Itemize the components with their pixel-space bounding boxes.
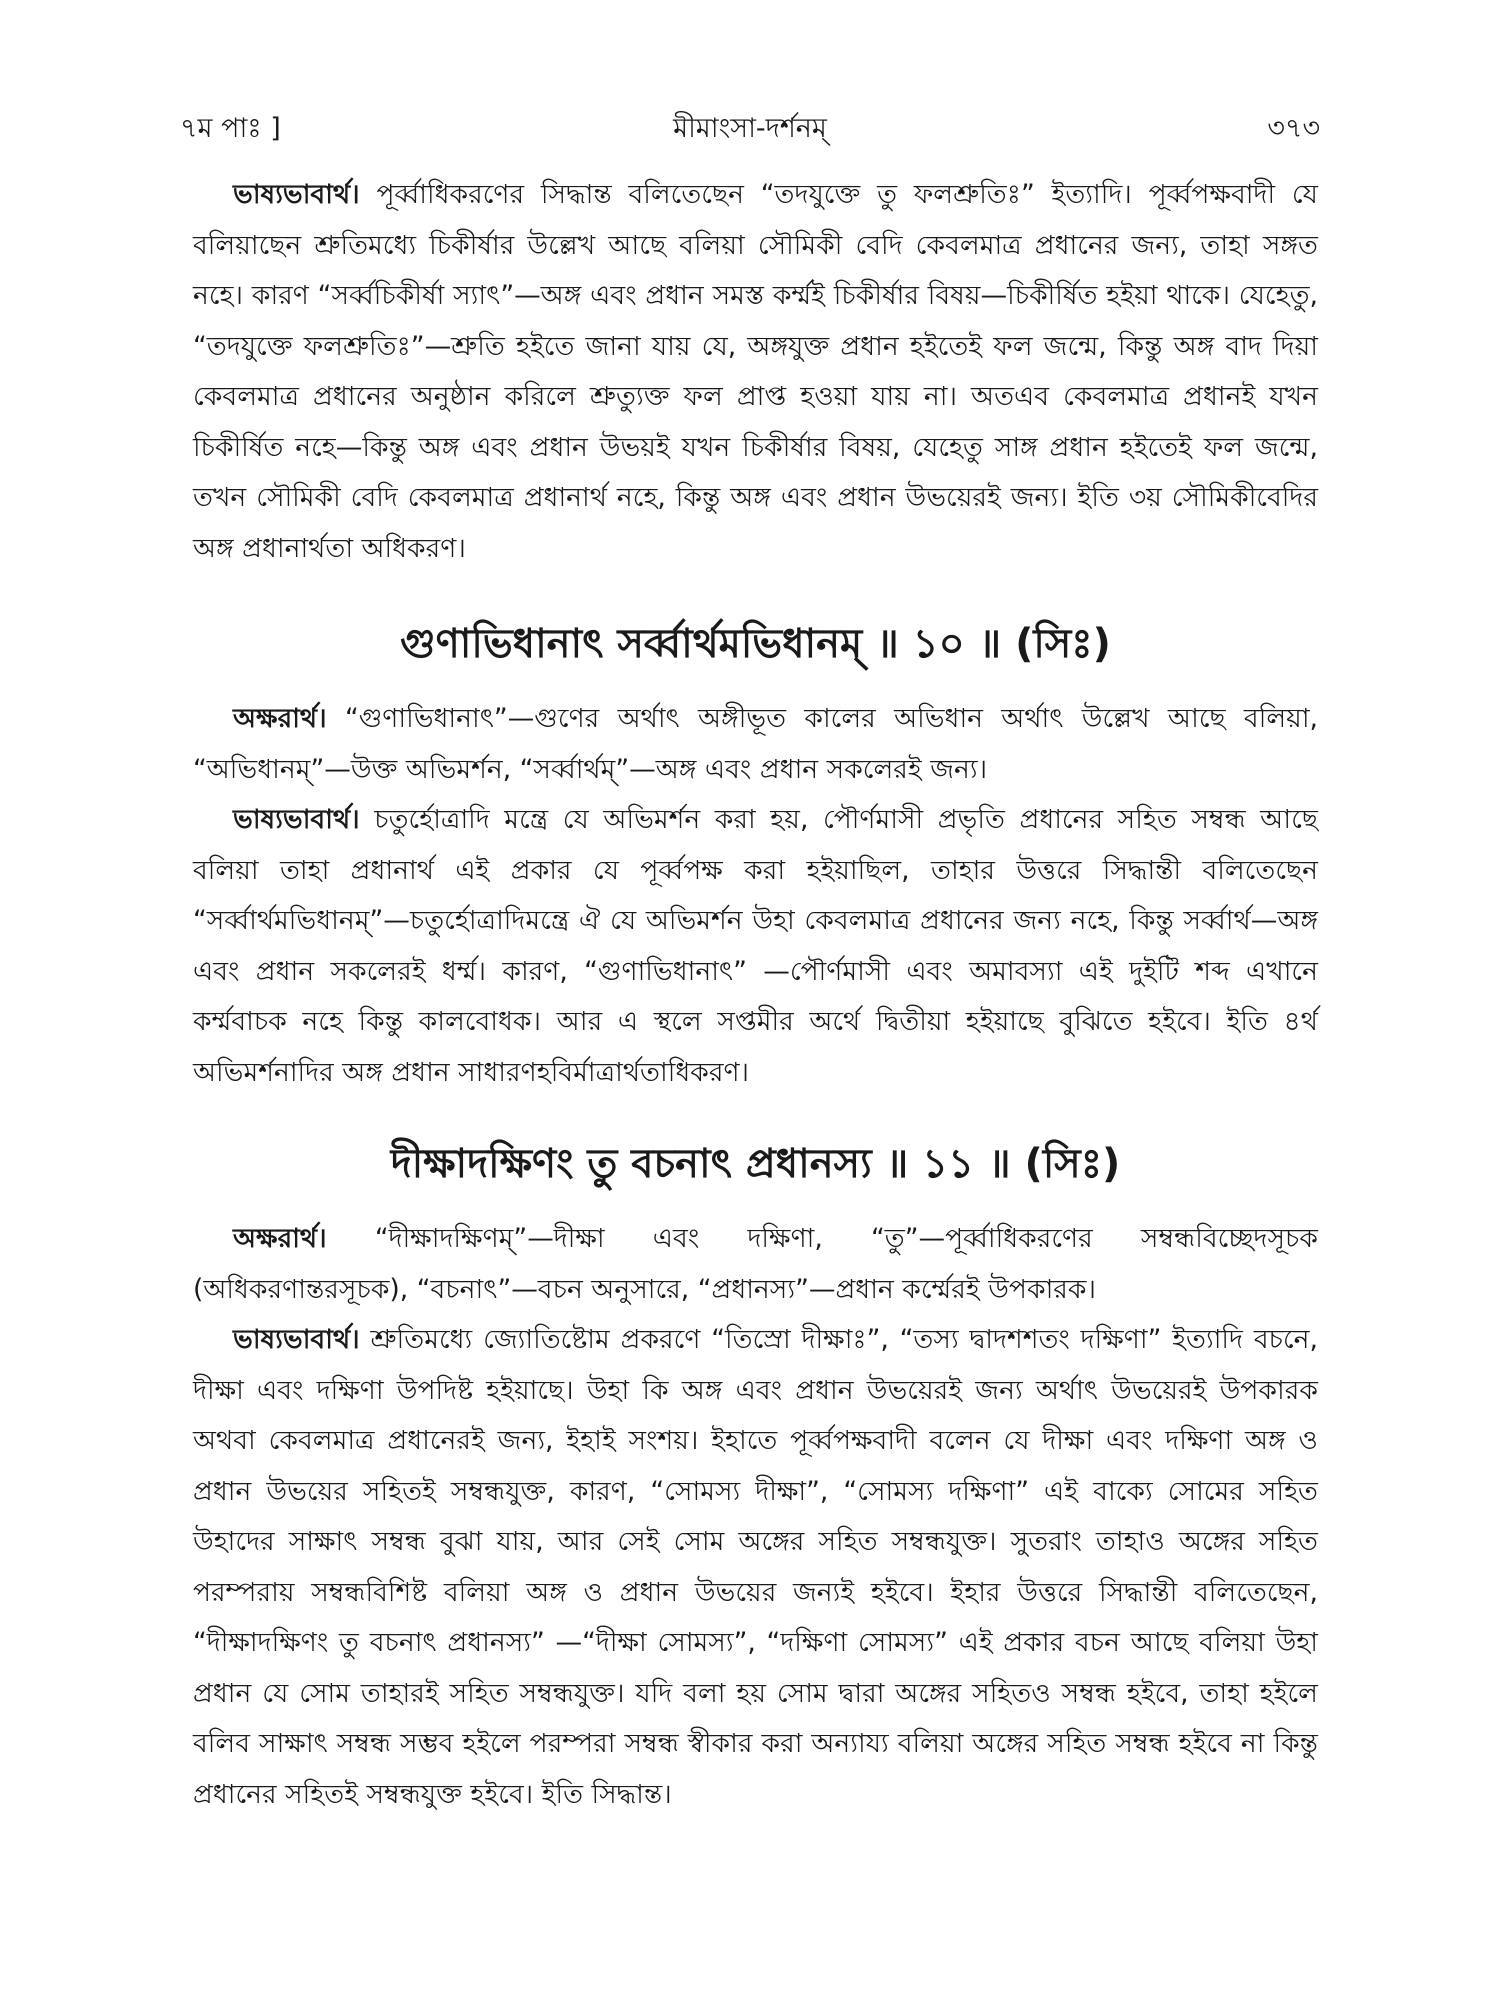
paragraph-label: অক্ষরার্থ। [233,1223,327,1254]
paragraph-text: “গুণাভিধানাৎ”—গুণের অর্থাৎ অঙ্গীভূত কালের অভিধান অর্থাৎ উল্লেখ আছে বলিয়া, “অভিধানম্”—উক্ত অভিমর্শন, “সর্ব্বার্থম্”—অঙ্গ এবং প্রধান সকলেরই জন্য। [193,703,1318,785]
commentary-paragraph-11 [193,1315,1318,1820]
chapter-marker: ৭ম পাঃ ] [180,113,281,144]
page-body [193,170,1318,1820]
commentary-paragraph-10 [193,795,1318,1098]
paragraph-text: চতুর্হোত্রাদি মন্ত্রে যে অভিমর্শন করা হয়, পৌর্ণমাসী প্রভৃতি প্রধানের সহিত সম্বন্ধ আছে বলিয়া তাহা প্রধানার্থ এই প্রকার যে পূর্ব্বপক্ষ করা হইয়াছিল, তাহার উত্তরে সিদ্ধান্তী বলিতেছেন “সর্ব্বার্থমভিধানম্”—চতুর্হোত্রাদিমন্ত্রে ঐ যে অভিমর্শন উহা কেবলমাত্র প্রধানের জন্য নহে, কিন্তু সর্ব্বার্থ—অঙ্গ এবং প্রধান সকলেরই ধর্ম্ম। কারণ, “গুণাভিধানাৎ” —পৌর্ণমাসী এবং অমাবস্যা এই দুইটি শব্দ এখানে কর্ম্মবাচক নহে কিন্তু কালবোধক। আর এ স্থলে সপ্তমীর অর্থে দ্বিতীয়া হইয়াছে বুঝিতে হইবে। ইতি ৪র্থ অভিমর্শনাদির অঙ্গ প্রধান সাধারণহবির্মাত্রার্থতাধিকরণ। [193,804,1318,1088]
sutra-heading-10: গুণাভিধানাৎ সর্ব্বার্থমভিধানম্ ॥ ১০ ॥ (সিঃ) [400,621,1111,667]
word-meaning-paragraph-10 [193,694,1318,795]
paragraph-text: পূর্ব্বাধিকরণের সিদ্ধান্ত বলিতেছেন “তদযুক্তে তু ফলশ্রুতিঃ” ইত্যাদি। পূর্ব্বপক্ষবাদী যে বলিয়াছেন শ্রুতিমধ্যে চিকীর্ষার উল্লেখ আছে বলিয়া সৌমিকী বেদি কেবলমাত্র প্রধানের জন্য, তাহা সঙ্গত নহে। কারণ “সর্ব্বচিকীর্ষা স্যাৎ”—অঙ্গ এবং প্রধান সমস্ত কর্ম্মই চিকীর্ষার বিষয়—চিকীর্ষিত হইয়া থাকে। যেহেতু, “তদযুক্তে ফলশ্রুতিঃ”—শ্রুতি হইতে জানা যায় যে, অঙ্গযুক্ত প্রধান হইতেই ফল জন্মে, কিন্তু অঙ্গ বাদ দিয়া কেবলমাত্র প্রধানের অনুষ্ঠান করিলে শ্রুত্যুক্ত ফল প্রাপ্ত হওয়া যায় না। অতএব কেবলমাত্র প্রধানই যখন চিকীর্ষিত নহে—কিন্তু অঙ্গ এবং প্রধান উভয়ই যখন চিকীর্ষার বিষয়, যেহেতু সাঙ্গ প্রধান হইতেই ফল জন্মে, তখন সৌমিকী বেদি কেবলমাত্র প্রধানার্থ নহে, কিন্তু অঙ্গ এবং প্রধান উভয়েরই জন্য। ইতি ৩য় সৌমিকীবেদির অঙ্গ প্রধানার্থতা অধিকরণ। [193,179,1318,564]
paragraph-text: শ্রুতিমধ্যে জ্যোতিষ্টোম প্রকরণে “তিস্রো দীক্ষাঃ”, “তস্য দ্বাদশশতং দক্ষিণা” ইত্যাদি বচনে, দীক্ষা এবং দক্ষিণা উপদিষ্ট হইয়াছে। উহা কি অঙ্গ এবং প্রধান উভয়েরই জন্য অর্থাৎ উভয়েরই উপকারক অথবা কেবলমাত্র প্রধানেরই জন্য, ইহাই সংশয়। ইহাতে পূর্ব্বপক্ষবাদী বলেন যে দীক্ষা এবং দক্ষিণা অঙ্গ ও প্রধান উভয়ের সহিতই সম্বন্ধযুক্ত, কারণ, “সোমস্য দীক্ষা”, “সোমস্য দক্ষিণা” এই বাক্যে সোমের সহিত উহাদের সাক্ষাৎ সম্বন্ধ বুঝা যায়, আর সেই সোম অঙ্গের সহিত সম্বন্ধযুক্ত। সুতরাং তাহাও অঙ্গের সহিত পরম্পরায় সম্বন্ধবিশিষ্ট বলিয়া অঙ্গ ও প্রধান উভয়ের জন্যই হইবে। ইহার উত্তরে সিদ্ধান্তী বলিতেছেন, “দীক্ষাদক্ষিণং তু বচনাৎ প্রধানস্য” —“দীক্ষা সোমস্য”, “দক্ষিণা সোমস্য” এই প্রকার বচন আছে বলিয়া উহা প্রধান যে সোম তাহারই সহিত সম্বন্ধযুক্ত। যদি বলা হয় সোম দ্বারা অঙ্গের সহিতও সম্বন্ধ হইবে, তাহা হইলে বলিব সাক্ষাৎ সম্বন্ধ সম্ভব হইলে পরম্পরা সম্বন্ধ স্বীকার করা অন্যায্য বলিয়া অঙ্গের সহিত সম্বন্ধ হইবে না কিন্তু প্রধানের সহিতই সম্বন্ধযুক্ত হইবে। ইতি সিদ্ধান্ত। [193,1324,1318,1810]
paragraph-text: “দীক্ষাদক্ষিণম্”—দীক্ষা এবং দক্ষিণা, “তু”—পূর্ব্বাধিকরণের সম্বন্ধবিচ্ছেদসূচক (অধিকরণান্তরসূচক), “বচনাৎ”—বচন অনুসারে, “প্রধানস্য”—প্রধান কর্ম্মেরই উপকারক। [193,1223,1318,1305]
paragraph-label: ভাষ্যভাবার্থ। [233,179,360,210]
paragraph-label: ভাষ্যভাবার্থ। [233,804,360,835]
running-title: মীমাংসা-দর্শনম্ [673,113,827,144]
paragraph-label: অক্ষরার্থ। [233,703,327,734]
sutra-heading-11: দীক্ষাদক্ষিণং তু বচনাৎ প্রধানস্য ॥ ১১ ॥ (সিঃ) [390,1141,1121,1187]
commentary-paragraph-1 [193,170,1318,574]
page-number: ৩৭৩ [1267,113,1320,144]
word-meaning-paragraph-11 [193,1214,1318,1315]
page-header [180,108,1320,148]
paragraph-label: ভাষ্যভাবার্থ। [233,1324,360,1355]
